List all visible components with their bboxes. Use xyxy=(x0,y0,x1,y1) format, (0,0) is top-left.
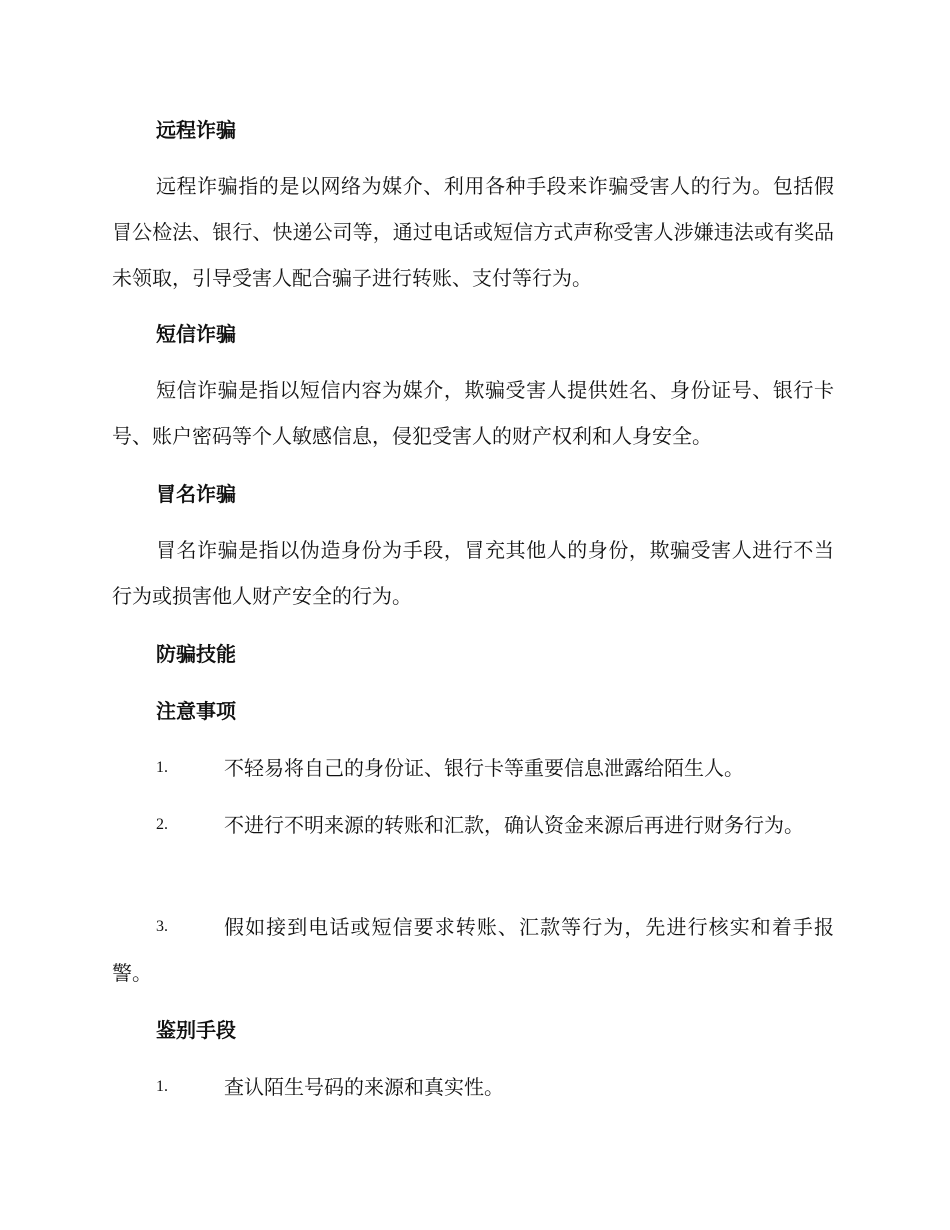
list-item xyxy=(112,1064,834,1110)
list-text: 假如接到电话或短信要求转账、汇款等行为，先进行核实和着手报警。 xyxy=(112,915,834,985)
list-text: 不进行不明来源的转账和汇款，确认资金来源后再进行财务行为。 xyxy=(224,813,804,837)
heading-anti-fraud-skills: 防骗技能 xyxy=(156,642,236,666)
list-number: 1. xyxy=(156,759,168,776)
list-item xyxy=(112,745,834,791)
list-text: 查认陌生号码的来源和真实性。 xyxy=(224,1075,504,1099)
heading-impersonation-fraud: 冒名诈骗 xyxy=(156,482,236,506)
heading-identification-methods: 鉴别手段 xyxy=(156,1018,236,1042)
paragraph-remote-fraud: 远程诈骗指的是以网络为媒介、利用各种手段来诈骗受害人的行为。包括假冒公检法、银行、快递公司等，通过电话或短信方式声称受害人涉嫌违法或有奖品未领取，引导受害人配合骗子进行转账、支付等行为。 xyxy=(112,174,834,290)
list-text: 不轻易将自己的身份证、银行卡等重要信息泄露给陌生人。 xyxy=(224,756,744,780)
list-number: 1. xyxy=(156,1078,168,1095)
list-number: 2. xyxy=(156,816,168,833)
list-number: 3. xyxy=(156,918,168,935)
heading-remote-fraud: 远程诈骗 xyxy=(156,118,236,142)
list-item xyxy=(112,904,834,996)
paragraph-impersonation-fraud: 冒名诈骗是指以伪造身份为手段，冒充其他人的身份，欺骗受害人进行不当行为或损害他人财产安全的行为。 xyxy=(112,538,834,608)
list-item xyxy=(112,802,834,848)
paragraph-sms-fraud: 短信诈骗是指以短信内容为媒介，欺骗受害人提供姓名、身份证号、银行卡号、账户密码等个人敏感信息，侵犯受害人的财产权利和人身安全。 xyxy=(112,378,834,448)
heading-precautions: 注意事项 xyxy=(156,699,236,723)
heading-sms-fraud: 短信诈骗 xyxy=(156,322,236,346)
